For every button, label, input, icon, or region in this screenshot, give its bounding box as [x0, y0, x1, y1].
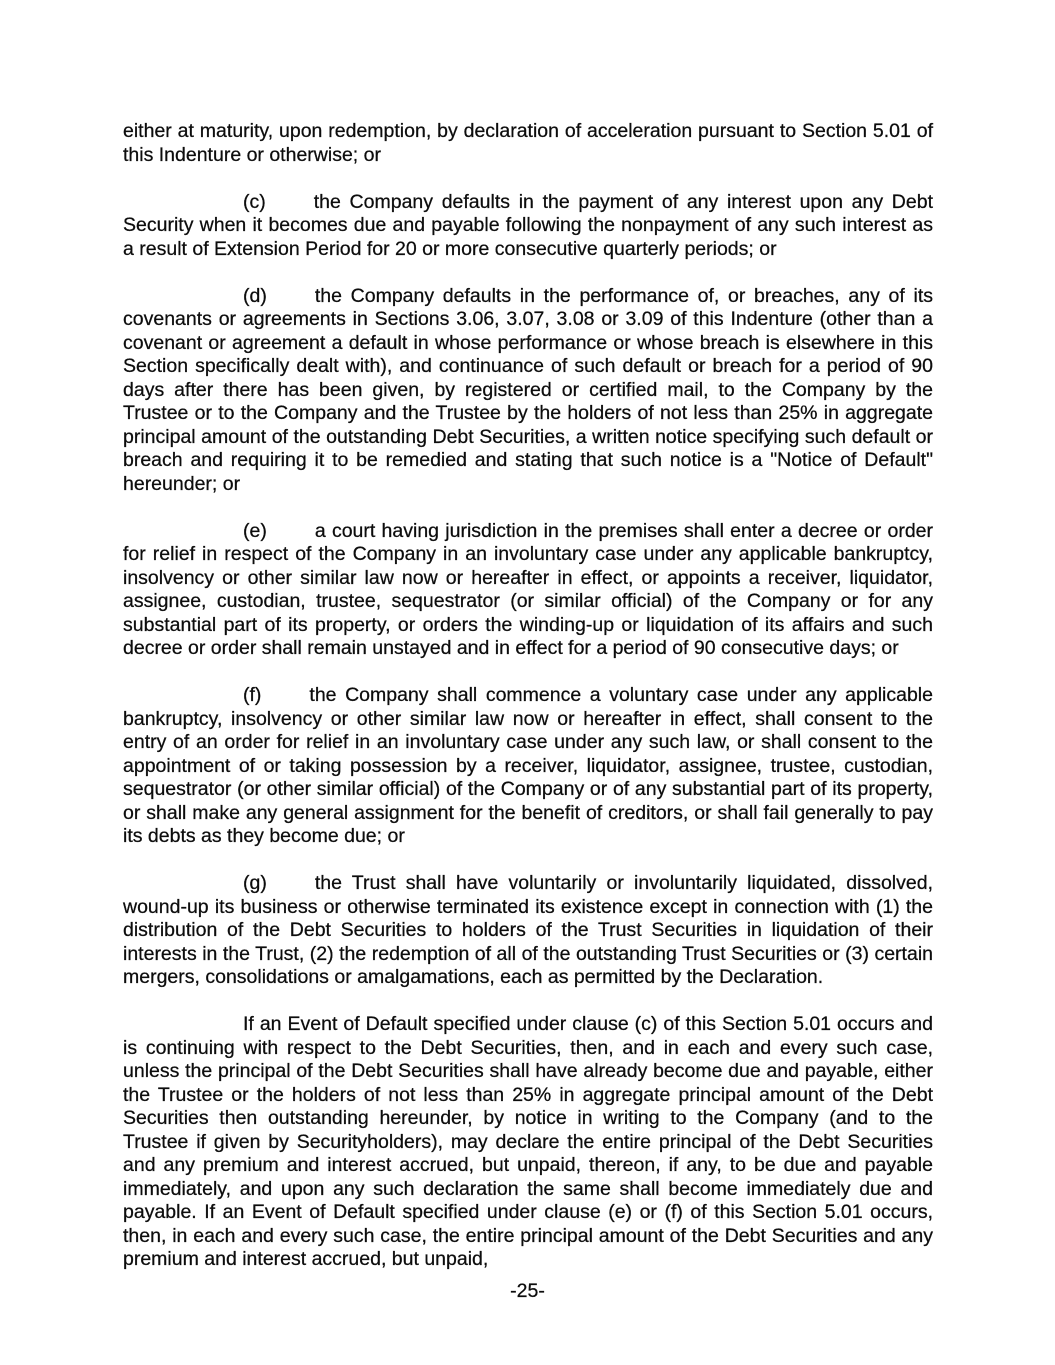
closing-paragraph: [123, 1013, 933, 1272]
document-text-block: [123, 120, 933, 1272]
paragraph-text: the Company defaults in the payment of any interest upon any Debt Security when it becomes due and payable following the nonpayment of any such interest as a result of Extension Period for 20 or more consecutive quarterly periods; or: [123, 190, 933, 260]
clause-label-c: (c): [243, 190, 266, 213]
clause-paragraph-d: [123, 285, 933, 497]
paragraph-text: the Company shall commence a voluntary case under any applicable bankruptcy, insolvency or other similar law now or hereafter in effect, shall consent to the entry of an order for relief in an involuntary case under any such law, or shall consent to the appointment of or taking possession by a receiver, liquidator, assignee, trustee, custodian, sequestrator (or other similar official) of the Company or of any substantial part of its property, or shall make any general assignment for the benefit of creditors, or shall fail generally to pay its debts as they become due; or: [123, 684, 933, 847]
page-number: -25-: [510, 1280, 545, 1302]
clause-label-f: (f): [243, 684, 262, 706]
clause-paragraph-e: [123, 520, 933, 661]
page-footer: [0, 1280, 1055, 1304]
continuation-paragraph: [123, 120, 933, 167]
clause-label-e: (e): [243, 519, 267, 542]
clause-paragraph-f: [123, 684, 933, 849]
clause-paragraph-c: [123, 191, 933, 262]
paragraph-text: the Company defaults in the performance of, or breaches, any of its covenants or agreements in Sections 3.06, 3.07, 3.08 or 3.09 of this Indenture (other than a covenant or agreement a default in whose performance or whose breach is elsewhere in this Section specifically dealt with), and continuance of such default or breach for a period of 90 days after there has been given, by registered or certified mail, to the Company by the Trustee or to the Company and the Trustee by the holders of not less than 25% in aggregate principal amount of the outstanding Debt Securities, a written notice specifying such default or breach and requiring it to be remedied and stating that such notice is a "Notice of Default" hereunder; or: [123, 284, 933, 495]
paragraph-text: the Trust shall have voluntarily or involuntarily liquidated, dissolved, wound-up its business or otherwise terminated its existence except in connection with (1) the distribution of the Debt Securities to holders of the Trust Securities in liquidation of their interests in the Trust, (2) the redemption of all of the outstanding Trust Securities or (3) certain mergers, consolidations or amalgamations, each as permitted by the Declaration.: [123, 872, 933, 988]
clause-paragraph-g: [123, 872, 933, 990]
clause-label-d: (d): [243, 284, 267, 307]
clause-label-g: (g): [243, 872, 267, 894]
paragraph-text: If an Event of Default specified under clause (c) of this Section 5.01 occurs and is continuing with respect to the Debt Securities, then, and in each and every such case, unless the principal of the Debt Securities shall have already become due and payable, either the Trustee or the holders of not less than 25% in aggregate principal amount of the Debt Securities then outstanding hereunder, by notice in writing to the Company (and to the Trustee if given by Securityholders), may declare the entire principal of the Debt Securities and any premium and interest accrued, but unpaid, thereon, if any, to be due and payable immediately, and upon any such declaration the same shall become immediately due and payable. If an Event of Default specified under clause (e) or (f) of this Section 5.01 occurs, then, in each and every such case, the entire principal amount of the Debt Securities and any premium and interest accrued, but unpaid,: [123, 1013, 933, 1270]
paragraph-text: a court having jurisdiction in the premises shall enter a decree or order for relief in respect of the Company in an involuntary case under any applicable bankruptcy, insolvency or other similar law now or hereafter in effect, or appoints a receiver, liquidator, assignee, custodian, trustee, sequestrator (or similar official) of the Company or for any substantial part of its property, or orders the winding-up or liquidation of its affairs and such decree or order shall remain unstayed and in effect for a period of 90 consecutive days; or: [123, 519, 933, 659]
paragraph-text: either at maturity, upon redemption, by declaration of acceleration pursuant to Section 5.01 of this Indenture or otherwise; or: [123, 120, 933, 166]
